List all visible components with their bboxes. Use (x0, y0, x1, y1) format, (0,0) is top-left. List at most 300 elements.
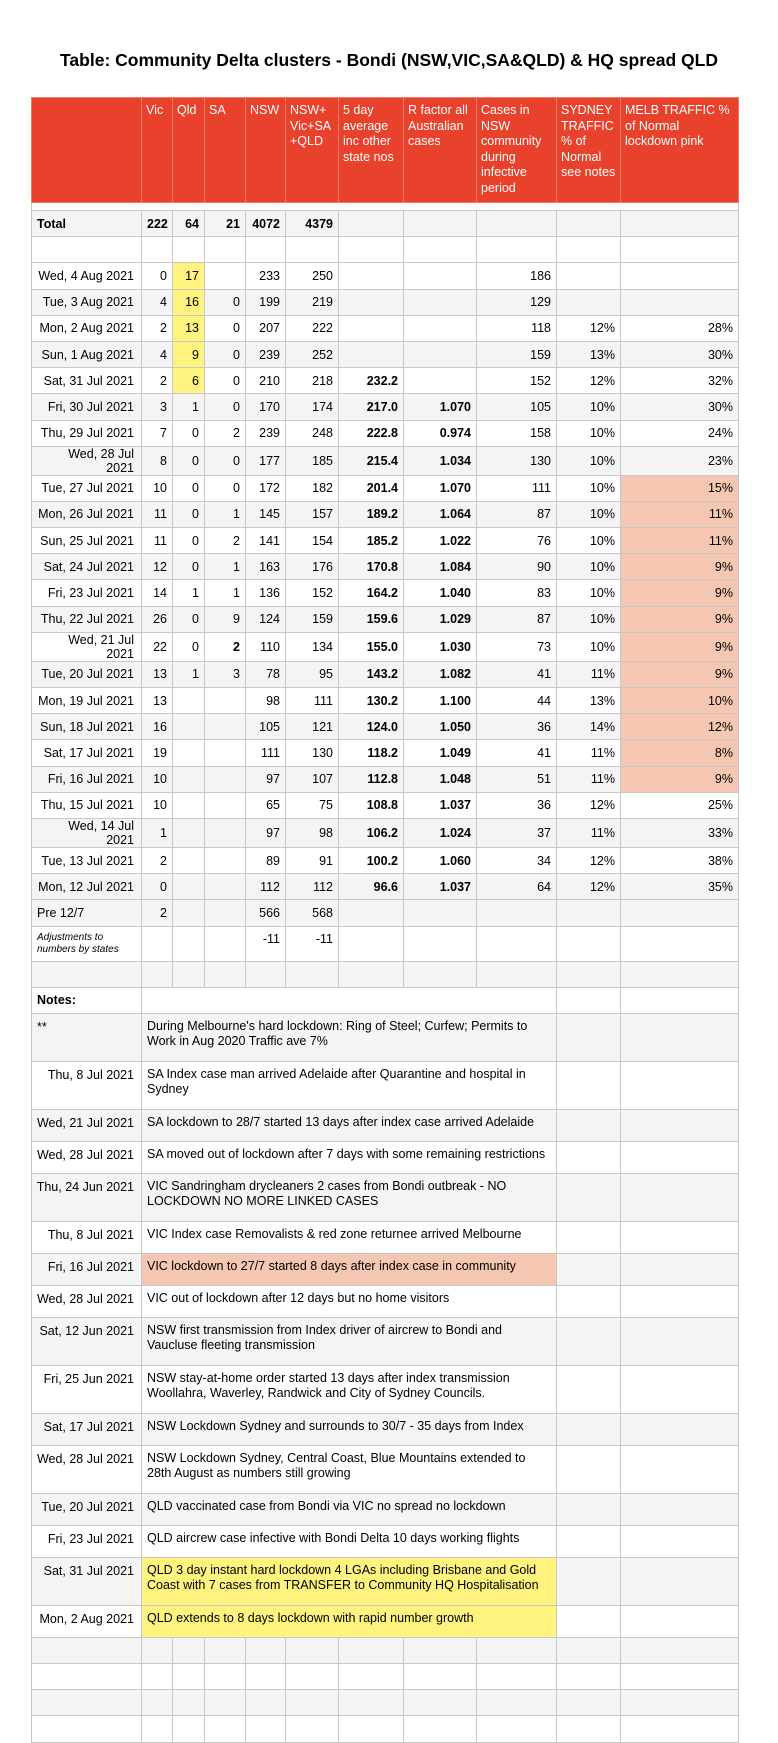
clusters-table (31, 97, 739, 1743)
row-date: Mon, 12 Jul 2021 (32, 874, 142, 900)
row-sum: 185 (286, 446, 339, 475)
row-r-factor (404, 368, 477, 394)
row-nsw-cases: 90 (477, 554, 557, 580)
spacer-row (32, 1690, 739, 1716)
row-5day-avg (339, 341, 404, 367)
row-nsw-cases: 37 (477, 818, 557, 847)
row-5day-avg: 215.4 (339, 446, 404, 475)
row-5day-avg: 170.8 (339, 554, 404, 580)
total-vic: 222 (142, 211, 173, 237)
row-sa: 0 (205, 368, 246, 394)
note-row (32, 1221, 739, 1253)
row-melb-traffic: 30% (621, 394, 739, 420)
row-5day-avg (339, 289, 404, 315)
note-date: Mon, 2 Aug 2021 (32, 1605, 142, 1637)
row-date: Wed, 14 Jul 2021 (32, 818, 142, 847)
table-row (32, 606, 739, 632)
row-5day-avg: 222.8 (339, 420, 404, 446)
row-qld: 0 (173, 420, 205, 446)
adjustments-nsw: -11 (246, 926, 286, 961)
row-sa (205, 818, 246, 847)
spacer-row (32, 203, 739, 211)
note-row (32, 1285, 739, 1317)
notes-label: Notes: (32, 987, 142, 1013)
row-sydney-traffic: 10% (557, 446, 621, 475)
row-vic: 26 (142, 606, 173, 632)
row-sydney-traffic: 10% (557, 475, 621, 501)
row-sa (205, 847, 246, 873)
row-vic: 0 (142, 874, 173, 900)
note-date: Fri, 23 Jul 2021 (32, 1525, 142, 1557)
row-5day-avg: 96.6 (339, 874, 404, 900)
row-sydney-traffic (557, 263, 621, 289)
row-nsw: 233 (246, 263, 286, 289)
row-sum: 107 (286, 766, 339, 792)
row-sydney-traffic: 11% (557, 766, 621, 792)
adjustments-row (32, 926, 739, 961)
row-5day-avg (339, 263, 404, 289)
row-date: Sun, 18 Jul 2021 (32, 714, 142, 740)
row-nsw-cases: 152 (477, 368, 557, 394)
row-nsw: 141 (246, 528, 286, 554)
row-sa: 0 (205, 315, 246, 341)
row-qld (173, 792, 205, 818)
row-date: Thu, 22 Jul 2021 (32, 606, 142, 632)
row-sum: 134 (286, 632, 339, 661)
row-5day-avg: 130.2 (339, 688, 404, 714)
table-row (32, 263, 739, 289)
row-qld: 1 (173, 394, 205, 420)
row-vic: 10 (142, 475, 173, 501)
row-vic: 2 (142, 847, 173, 873)
note-date: Sat, 31 Jul 2021 (32, 1557, 142, 1605)
note-text: VIC lockdown to 27/7 started 8 days after index case in community (142, 1253, 557, 1285)
row-nsw: 65 (246, 792, 286, 818)
spacer-row (32, 237, 739, 263)
row-nsw-cases: 41 (477, 661, 557, 687)
row-qld (173, 818, 205, 847)
row-sum: 112 (286, 874, 339, 900)
row-melb-traffic: 32% (621, 368, 739, 394)
header-melb-traffic: MELB TRAFFIC % of Normal lockdown pink (621, 98, 739, 203)
note-date: ** (32, 1013, 142, 1061)
row-5day-avg: 108.8 (339, 792, 404, 818)
adjustments-label: Adjustments to numbers by states (32, 926, 142, 961)
row-sydney-traffic: 10% (557, 554, 621, 580)
row-nsw-cases: 118 (477, 315, 557, 341)
row-qld: 6 (173, 368, 205, 394)
row-qld: 0 (173, 606, 205, 632)
note-row (32, 1525, 739, 1557)
total-sum: 4379 (286, 211, 339, 237)
total-label: Total (32, 211, 142, 237)
row-sydney-traffic: 12% (557, 368, 621, 394)
row-r-factor: 1.082 (404, 661, 477, 687)
row-nsw-cases: 73 (477, 632, 557, 661)
row-date: Wed, 21 Jul 2021 (32, 632, 142, 661)
row-nsw-cases: 36 (477, 792, 557, 818)
row-sydney-traffic: 13% (557, 688, 621, 714)
row-r-factor: 1.049 (404, 740, 477, 766)
row-sa: 0 (205, 475, 246, 501)
row-sa (205, 714, 246, 740)
row-qld: 0 (173, 528, 205, 554)
table-row (32, 632, 739, 661)
row-r-factor: 0.974 (404, 420, 477, 446)
row-melb-traffic: 9% (621, 554, 739, 580)
row-vic: 2 (142, 368, 173, 394)
row-nsw-cases: 83 (477, 580, 557, 606)
spacer-row (32, 1664, 739, 1690)
row-vic: 10 (142, 766, 173, 792)
row-sa (205, 688, 246, 714)
note-date: Sat, 12 Jun 2021 (32, 1317, 142, 1365)
row-sydney-traffic: 10% (557, 528, 621, 554)
note-text: NSW Lockdown Sydney, Central Coast, Blue Mountains extended to 28th August as numbers still growing (142, 1445, 557, 1493)
row-nsw-cases: 130 (477, 446, 557, 475)
row-nsw-cases: 87 (477, 501, 557, 527)
note-text: QLD vaccinated case from Bondi via VIC no spread no lockdown (142, 1493, 557, 1525)
row-melb-traffic: 23% (621, 446, 739, 475)
row-nsw-cases: 105 (477, 394, 557, 420)
row-date: Mon, 2 Aug 2021 (32, 315, 142, 341)
row-vic: 10 (142, 792, 173, 818)
note-date: Thu, 24 Jun 2021 (32, 1173, 142, 1221)
note-row (32, 1445, 739, 1493)
table-row (32, 818, 739, 847)
pre-nsw: 566 (246, 900, 286, 926)
pre-sum: 568 (286, 900, 339, 926)
note-row (32, 1173, 739, 1221)
row-nsw: 111 (246, 740, 286, 766)
row-vic: 22 (142, 632, 173, 661)
row-sum: 174 (286, 394, 339, 420)
row-nsw: 239 (246, 341, 286, 367)
row-sa: 3 (205, 661, 246, 687)
row-qld: 0 (173, 446, 205, 475)
row-5day-avg: 164.2 (339, 580, 404, 606)
row-nsw: 170 (246, 394, 286, 420)
note-row (32, 1413, 739, 1445)
row-date: Tue, 20 Jul 2021 (32, 661, 142, 687)
row-nsw: 136 (246, 580, 286, 606)
row-sum: 182 (286, 475, 339, 501)
row-r-factor (404, 315, 477, 341)
row-qld (173, 766, 205, 792)
table-row (32, 289, 739, 315)
note-text: NSW first transmission from Index driver of aircrew to Bondi and Vaucluse fleeting transmission (142, 1317, 557, 1365)
row-sydney-traffic (557, 289, 621, 315)
row-qld: 1 (173, 661, 205, 687)
total-qld: 64 (173, 211, 205, 237)
row-nsw: 97 (246, 766, 286, 792)
row-nsw: 177 (246, 446, 286, 475)
row-melb-traffic: 9% (621, 661, 739, 687)
note-date: Wed, 21 Jul 2021 (32, 1109, 142, 1141)
row-vic: 16 (142, 714, 173, 740)
row-nsw: 207 (246, 315, 286, 341)
note-row (32, 1061, 739, 1109)
row-nsw: 124 (246, 606, 286, 632)
note-date: Fri, 25 Jun 2021 (32, 1365, 142, 1413)
row-sydney-traffic: 12% (557, 792, 621, 818)
row-nsw-cases: 36 (477, 714, 557, 740)
table-row (32, 420, 739, 446)
row-sydney-traffic: 10% (557, 606, 621, 632)
note-date: Thu, 8 Jul 2021 (32, 1061, 142, 1109)
row-nsw: 172 (246, 475, 286, 501)
row-r-factor: 1.070 (404, 475, 477, 501)
row-sa: 0 (205, 394, 246, 420)
row-qld (173, 740, 205, 766)
row-nsw-cases: 76 (477, 528, 557, 554)
header-row (32, 98, 739, 203)
row-5day-avg: 124.0 (339, 714, 404, 740)
row-melb-traffic: 38% (621, 847, 739, 873)
row-date: Tue, 13 Jul 2021 (32, 847, 142, 873)
row-melb-traffic: 9% (621, 580, 739, 606)
row-5day-avg: 106.2 (339, 818, 404, 847)
row-sum: 157 (286, 501, 339, 527)
adjustments-sum: -11 (286, 926, 339, 961)
row-sum: 248 (286, 420, 339, 446)
row-vic: 19 (142, 740, 173, 766)
note-text: VIC Sandringham drycleaners 2 cases from Bondi outbreak - NO LOCKDOWN NO MORE LINKED CASES (142, 1173, 557, 1221)
row-melb-traffic: 9% (621, 632, 739, 661)
row-vic: 4 (142, 289, 173, 315)
row-qld (173, 847, 205, 873)
row-nsw-cases: 159 (477, 341, 557, 367)
table-row (32, 714, 739, 740)
note-text: VIC Index case Removalists & red zone returnee arrived Melbourne (142, 1221, 557, 1253)
row-nsw: 105 (246, 714, 286, 740)
note-row (32, 1013, 739, 1061)
note-text: QLD aircrew case infective with Bondi Delta 10 days working flights (142, 1525, 557, 1557)
row-qld (173, 874, 205, 900)
row-date: Wed, 4 Aug 2021 (32, 263, 142, 289)
row-sum: 252 (286, 341, 339, 367)
row-sydney-traffic: 12% (557, 315, 621, 341)
spacer-row (32, 1637, 739, 1663)
row-vic: 12 (142, 554, 173, 580)
row-nsw: 199 (246, 289, 286, 315)
row-vic: 0 (142, 263, 173, 289)
row-r-factor: 1.070 (404, 394, 477, 420)
row-nsw: 163 (246, 554, 286, 580)
row-r-factor: 1.050 (404, 714, 477, 740)
table-row (32, 766, 739, 792)
header-r-factor: R factor all Australian cases (404, 98, 477, 203)
pre-label: Pre 12/7 (32, 900, 142, 926)
row-melb-traffic: 30% (621, 341, 739, 367)
table-row (32, 315, 739, 341)
row-vic: 7 (142, 420, 173, 446)
row-vic: 14 (142, 580, 173, 606)
row-sa: 0 (205, 289, 246, 315)
notes-header-row (32, 987, 739, 1013)
row-melb-traffic (621, 289, 739, 315)
row-date: Mon, 19 Jul 2021 (32, 688, 142, 714)
row-qld: 16 (173, 289, 205, 315)
row-r-factor: 1.064 (404, 501, 477, 527)
row-sa: 2 (205, 632, 246, 661)
row-nsw: 112 (246, 874, 286, 900)
table-row (32, 661, 739, 687)
note-text: SA Index case man arrived Adelaide after Quarantine and hospital in Sydney (142, 1061, 557, 1109)
note-text: SA moved out of lockdown after 7 days with some remaining restrictions (142, 1141, 557, 1173)
total-sa: 21 (205, 211, 246, 237)
row-sydney-traffic: 10% (557, 632, 621, 661)
row-sum: 130 (286, 740, 339, 766)
row-sum: 98 (286, 818, 339, 847)
row-sydney-traffic: 10% (557, 394, 621, 420)
row-r-factor: 1.030 (404, 632, 477, 661)
row-melb-traffic: 24% (621, 420, 739, 446)
header-nsw: NSW (246, 98, 286, 203)
row-r-factor: 1.034 (404, 446, 477, 475)
row-vic: 11 (142, 501, 173, 527)
row-sum: 111 (286, 688, 339, 714)
row-date: Sat, 24 Jul 2021 (32, 554, 142, 580)
row-date: Sun, 25 Jul 2021 (32, 528, 142, 554)
row-nsw-cases: 34 (477, 847, 557, 873)
row-sa: 2 (205, 420, 246, 446)
data-table-container (31, 97, 738, 1743)
note-date: Fri, 16 Jul 2021 (32, 1253, 142, 1285)
row-sum: 91 (286, 847, 339, 873)
row-date: Thu, 15 Jul 2021 (32, 792, 142, 818)
spacer-row (32, 1716, 739, 1742)
note-text: During Melbourne's hard lockdown: Ring of Steel; Curfew; Permits to Work in Aug 2020 Traffic ave 7% (142, 1013, 557, 1061)
row-sydney-traffic: 12% (557, 847, 621, 873)
row-date: Thu, 29 Jul 2021 (32, 420, 142, 446)
pre-vic: 2 (142, 900, 173, 926)
row-r-factor (404, 341, 477, 367)
note-row (32, 1109, 739, 1141)
row-sydney-traffic: 10% (557, 501, 621, 527)
note-row (32, 1317, 739, 1365)
note-text: NSW stay-at-home order started 13 days after index transmission Woollahra, Waverley, Randwick and City of Sydney Councils. (142, 1365, 557, 1413)
row-sydney-traffic: 13% (557, 341, 621, 367)
row-sa: 0 (205, 446, 246, 475)
table-row (32, 554, 739, 580)
row-nsw: 97 (246, 818, 286, 847)
row-date: Mon, 26 Jul 2021 (32, 501, 142, 527)
row-melb-traffic: 28% (621, 315, 739, 341)
row-nsw-cases: 41 (477, 740, 557, 766)
table-row (32, 580, 739, 606)
header-vic: Vic (142, 98, 173, 203)
row-vic: 2 (142, 315, 173, 341)
row-sa (205, 740, 246, 766)
row-5day-avg: 159.6 (339, 606, 404, 632)
row-sum: 250 (286, 263, 339, 289)
note-row (32, 1605, 739, 1637)
row-sum: 222 (286, 315, 339, 341)
row-nsw: 145 (246, 501, 286, 527)
row-date: Sun, 1 Aug 2021 (32, 341, 142, 367)
row-melb-traffic (621, 263, 739, 289)
row-melb-traffic: 9% (621, 606, 739, 632)
row-date: Wed, 28 Jul 2021 (32, 446, 142, 475)
row-5day-avg: 185.2 (339, 528, 404, 554)
row-5day-avg: 100.2 (339, 847, 404, 873)
header-sum: NSW+ Vic+SA +QLD (286, 98, 339, 203)
note-row (32, 1557, 739, 1605)
row-r-factor (404, 263, 477, 289)
row-5day-avg: 217.0 (339, 394, 404, 420)
row-melb-traffic: 9% (621, 766, 739, 792)
note-row (32, 1141, 739, 1173)
header-nsw-community-cases: Cases in NSW community during infective period (477, 98, 557, 203)
row-sydney-traffic: 11% (557, 818, 621, 847)
row-date: Sat, 17 Jul 2021 (32, 740, 142, 766)
row-vic: 11 (142, 528, 173, 554)
note-text: VIC out of lockdown after 12 days but no home visitors (142, 1285, 557, 1317)
row-sum: 154 (286, 528, 339, 554)
row-5day-avg: 118.2 (339, 740, 404, 766)
row-r-factor: 1.029 (404, 606, 477, 632)
row-vic: 13 (142, 661, 173, 687)
header-sydney-traffic: SYDNEY TRAFFIC % of Normal see notes (557, 98, 621, 203)
note-text: SA lockdown to 28/7 started 13 days after index case arrived Adelaide (142, 1109, 557, 1141)
row-nsw: 239 (246, 420, 286, 446)
row-nsw: 210 (246, 368, 286, 394)
table-row (32, 528, 739, 554)
row-5day-avg (339, 315, 404, 341)
row-sum: 176 (286, 554, 339, 580)
note-row (32, 1253, 739, 1285)
note-date: Wed, 28 Jul 2021 (32, 1141, 142, 1173)
header-date (32, 98, 142, 203)
table-row (32, 740, 739, 766)
note-date: Wed, 28 Jul 2021 (32, 1285, 142, 1317)
table-row (32, 874, 739, 900)
note-row (32, 1365, 739, 1413)
row-melb-traffic: 33% (621, 818, 739, 847)
note-text: QLD 3 day instant hard lockdown 4 LGAs including Brisbane and Gold Coast with 7 cases from TRANSFER to Community HQ Hospitalisation (142, 1557, 557, 1605)
row-qld: 0 (173, 554, 205, 580)
note-date: Tue, 20 Jul 2021 (32, 1493, 142, 1525)
row-nsw: 98 (246, 688, 286, 714)
row-qld: 1 (173, 580, 205, 606)
row-sa: 9 (205, 606, 246, 632)
row-vic: 8 (142, 446, 173, 475)
row-r-factor: 1.022 (404, 528, 477, 554)
row-5day-avg: 155.0 (339, 632, 404, 661)
header-sa: SA (205, 98, 246, 203)
row-vic: 1 (142, 818, 173, 847)
row-date: Sat, 31 Jul 2021 (32, 368, 142, 394)
row-sydney-traffic: 11% (557, 740, 621, 766)
row-r-factor: 1.084 (404, 554, 477, 580)
row-qld (173, 688, 205, 714)
row-sa (205, 874, 246, 900)
row-melb-traffic: 12% (621, 714, 739, 740)
row-sa: 1 (205, 580, 246, 606)
total-row (32, 211, 739, 237)
row-melb-traffic: 11% (621, 528, 739, 554)
row-nsw-cases: 158 (477, 420, 557, 446)
row-qld: 0 (173, 632, 205, 661)
table-row (32, 847, 739, 873)
table-row (32, 688, 739, 714)
row-nsw-cases: 87 (477, 606, 557, 632)
row-r-factor: 1.100 (404, 688, 477, 714)
row-sa (205, 766, 246, 792)
header-5day-avg: 5 day average inc other state nos (339, 98, 404, 203)
row-5day-avg: 232.2 (339, 368, 404, 394)
